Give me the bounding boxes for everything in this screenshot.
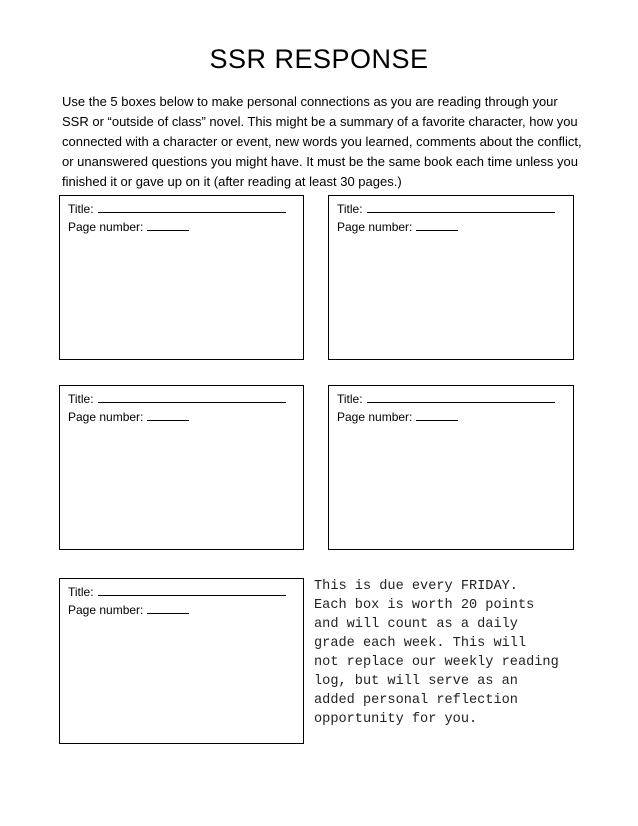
title-field [68,202,286,216]
page-number-field [337,410,458,424]
title-field [337,202,555,216]
response-box-1[interactable] [59,195,304,360]
title-blank[interactable] [98,585,286,596]
page-number-field [68,220,189,234]
page-number-blank[interactable] [416,410,458,421]
title-label: Title: [68,392,94,406]
page-number-label: Page number: [68,410,144,424]
page-number-label: Page number: [337,410,413,424]
page-number-label: Page number: [337,220,413,234]
title-label: Title: [337,202,363,216]
title-field [68,585,286,599]
response-box-4[interactable] [328,385,574,550]
title-field [68,392,286,406]
title-blank[interactable] [98,392,286,403]
title-label: Title: [68,202,94,216]
due-date-note: This is due every FRIDAY. Each box is worth 20 points and will count as a daily grade each week. This will not replace our weekly reading log, but will serve as an added personal reflection opportunity for you. [314,579,559,727]
page-number-field [68,603,189,617]
response-box-2[interactable] [328,195,574,360]
response-box-5[interactable] [59,578,304,744]
title-label: Title: [337,392,363,406]
title-field [337,392,555,406]
page-number-blank[interactable] [147,220,189,231]
title-blank[interactable] [367,392,555,403]
title-blank[interactable] [98,202,286,213]
page-number-blank[interactable] [147,410,189,421]
page-number-label: Page number: [68,220,144,234]
page-number-blank[interactable] [416,220,458,231]
response-box-3[interactable] [59,385,304,550]
page-number-field [337,220,458,234]
title-label: Title: [68,585,94,599]
page-number-label: Page number: [68,603,144,617]
title-blank[interactable] [367,202,555,213]
page-number-field [68,410,189,424]
page-number-blank[interactable] [147,603,189,614]
page-title: SSR RESPONSE [209,44,429,74]
instructions-paragraph: Use the 5 boxes below to make personal connections as you are reading through your SSR or “outside of class” novel. This might be a summary of a favorite character, how you connected with a character or event, new words you learned, comments about the conflict, or unanswered questions you might have. It must be the same book each time unless you finished it or gave up on it (after reading at least 30 pages.) [62,94,582,189]
